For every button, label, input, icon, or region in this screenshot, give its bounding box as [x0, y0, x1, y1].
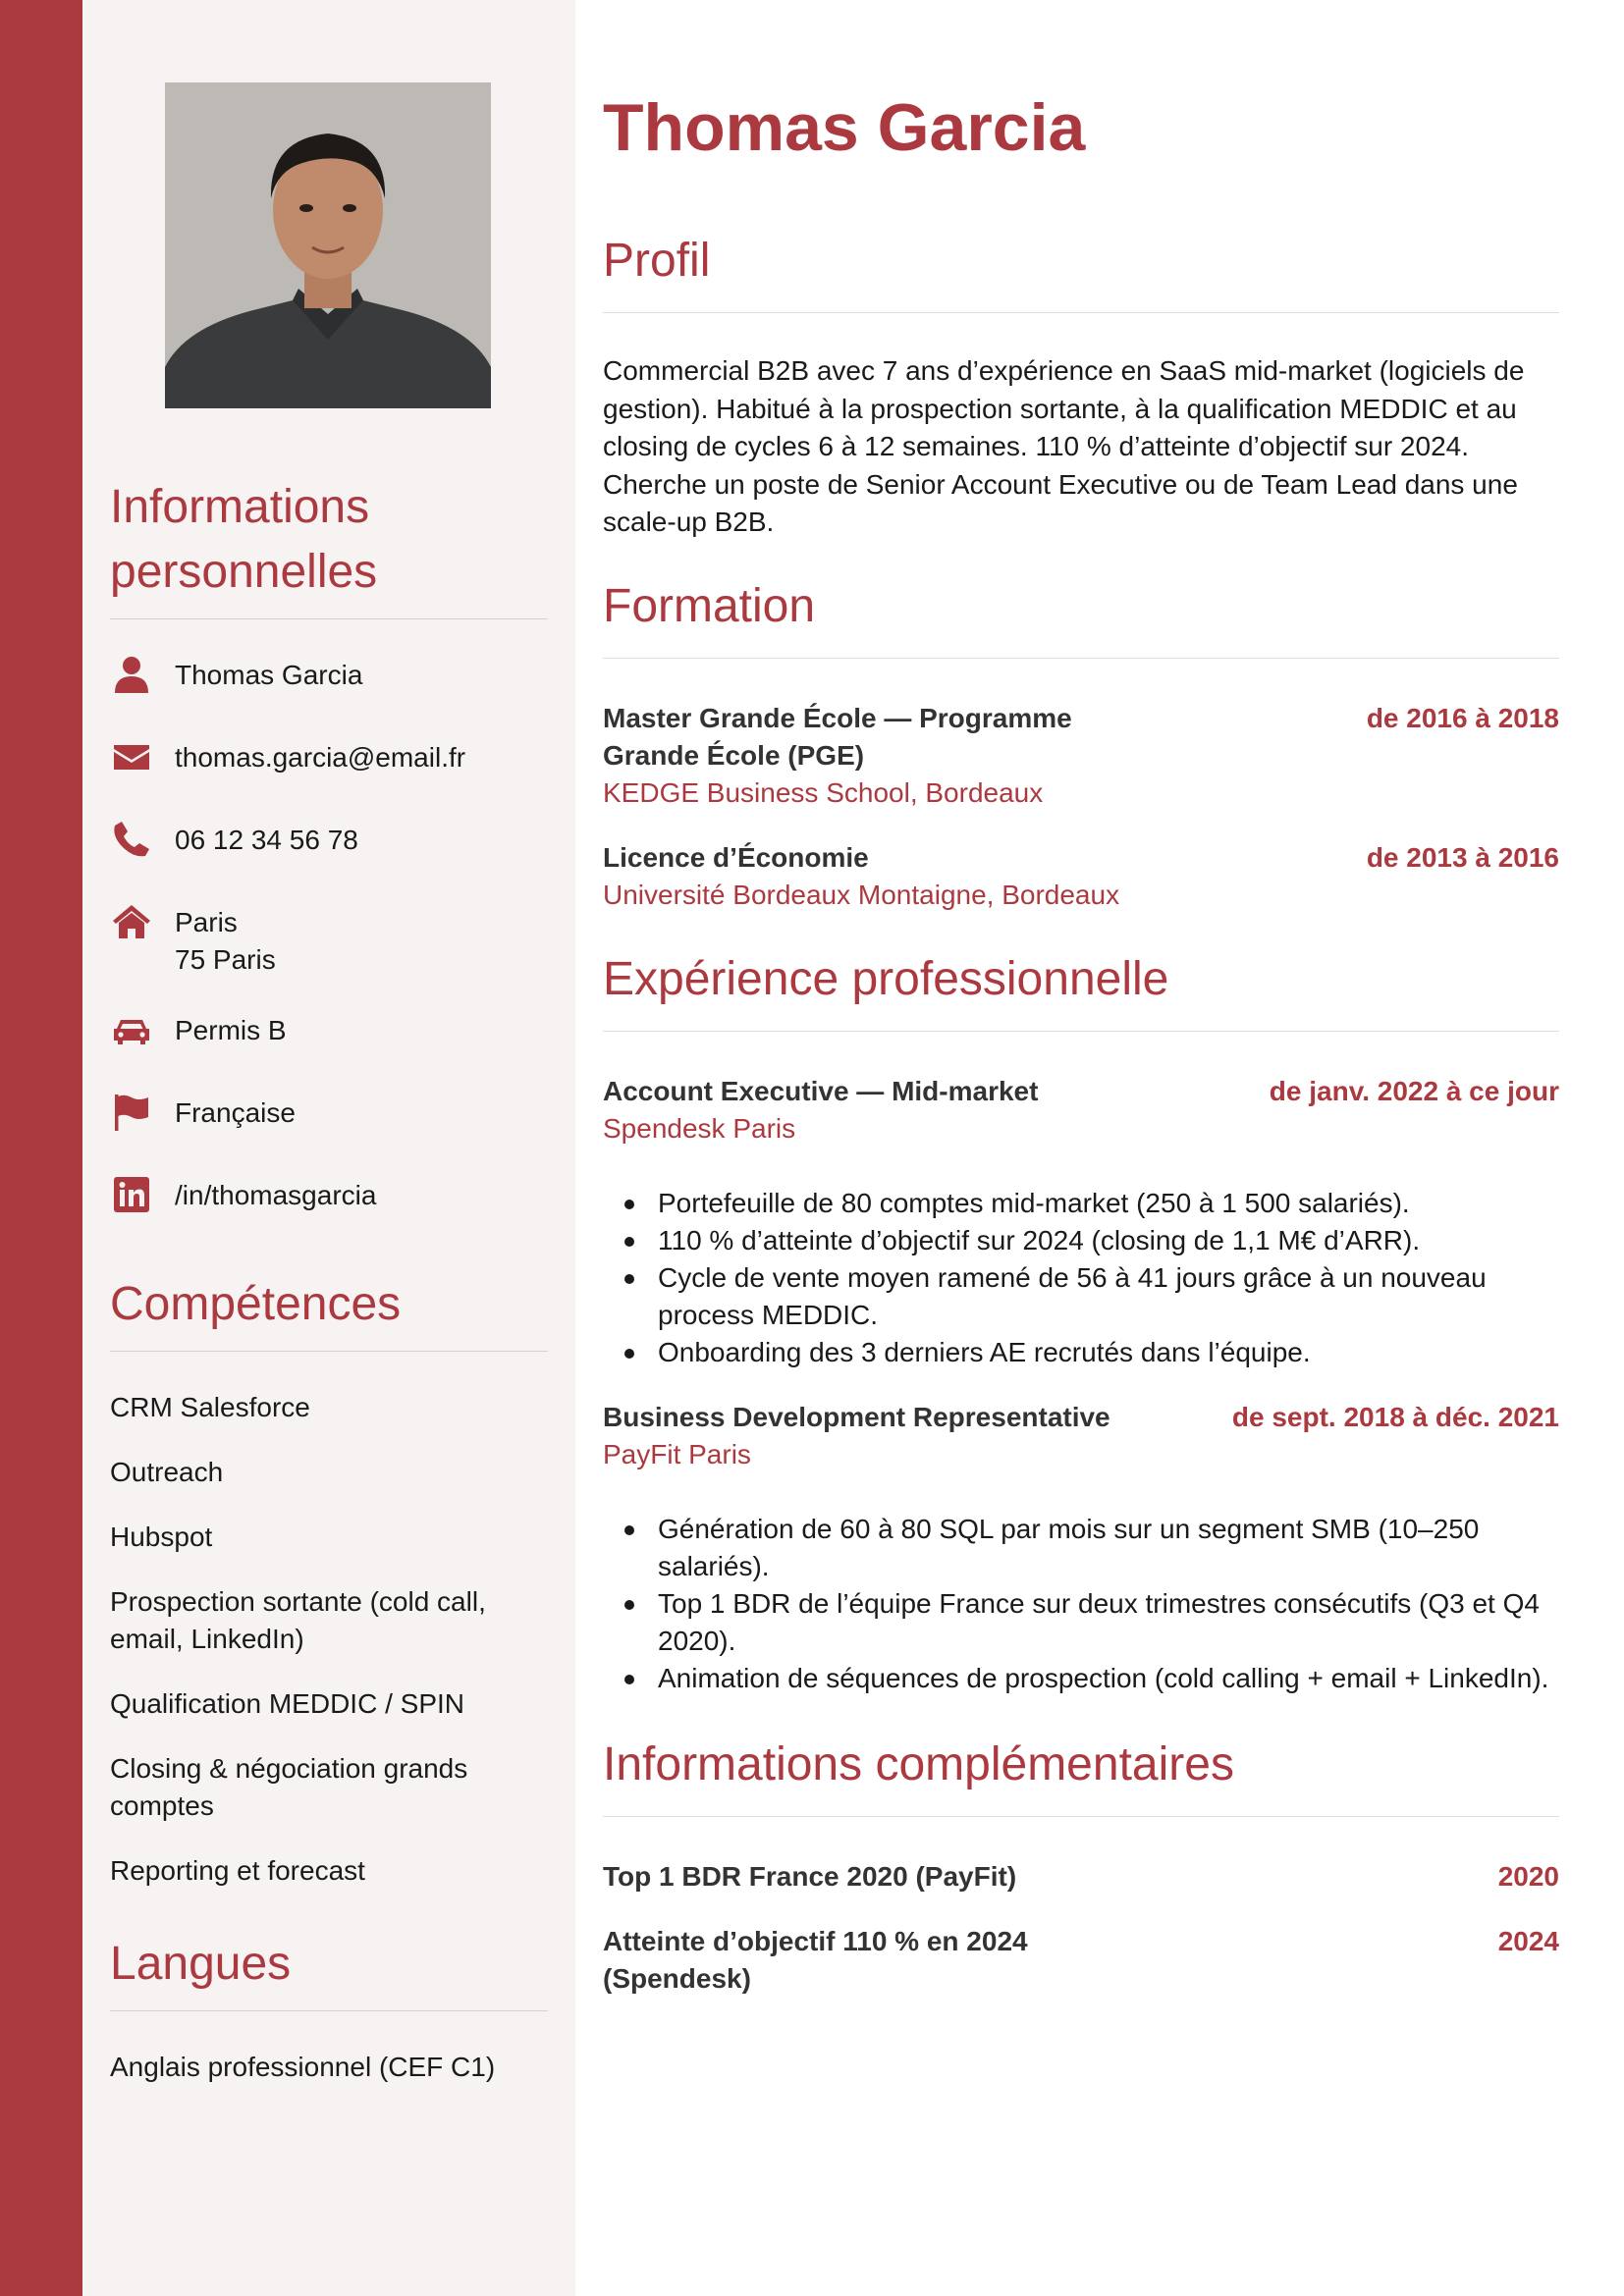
bullet-item: Top 1 BDR de l’équipe France sur deux trimestres consécutifs (Q3 et Q4 2020).	[623, 1585, 1559, 1660]
personal-info-license-text: Permis B	[175, 1015, 287, 1045]
candidate-name: Thomas Garcia	[603, 90, 1086, 165]
experience-entry	[603, 1399, 1559, 1697]
divider	[110, 618, 548, 619]
home-icon	[110, 900, 153, 943]
personal-info-address	[110, 900, 548, 979]
education-degree: Licence d’Économie	[603, 842, 869, 873]
languages-list	[110, 2049, 548, 2086]
personal-info-license	[110, 1008, 548, 1061]
skills-section	[110, 1272, 548, 1917]
accent-strip	[0, 0, 82, 2296]
personal-info-section	[110, 475, 548, 1255]
personal-info-heading: Informations personnelles	[110, 481, 378, 598]
personal-info-name-text: Thomas Garcia	[175, 660, 363, 690]
additional-info-entry	[603, 1923, 1559, 1998]
skills-list	[110, 1389, 548, 1890]
car-icon	[110, 1008, 153, 1051]
bullet-item: Onboarding des 3 derniers AE recrutés dans l’équipe.	[623, 1334, 1559, 1371]
additional-info-year: 2020	[1497, 1861, 1559, 1892]
divider	[603, 658, 1559, 659]
experience-bullets	[603, 1511, 1559, 1697]
bullet-item: Génération de 60 à 80 SQL par mois sur un segment SMB (10–250 salariés).	[623, 1511, 1559, 1585]
education-entry	[603, 700, 1559, 812]
education-school: KEDGE Business School, Bordeaux	[603, 777, 1044, 808]
education-school: Université Bordeaux Montaigne, Bordeaux	[603, 880, 1120, 910]
flag-icon	[110, 1091, 153, 1134]
profile-heading: Profil	[603, 235, 711, 287]
skill-item: Outreach	[110, 1457, 224, 1487]
experience-bullets	[603, 1185, 1559, 1371]
experience-dates: de janv. 2022 à ce jour	[1269, 1076, 1559, 1106]
skills-heading: Compétences	[110, 1278, 402, 1330]
experience-dates: de sept. 2018 à déc. 2021	[1231, 1402, 1559, 1432]
additional-info-year: 2024	[1497, 1926, 1559, 1956]
languages-heading: Langues	[110, 1938, 292, 1990]
experience-heading: Expérience professionnelle	[603, 953, 1169, 1005]
sidebar	[82, 0, 575, 2296]
skill-item: Hubspot	[110, 1522, 213, 1552]
envelope-icon	[110, 735, 153, 778]
divider	[110, 2010, 548, 2011]
personal-info-phone	[110, 818, 548, 871]
education-entry	[603, 839, 1559, 914]
experience-role: Business Development Representative	[603, 1402, 1110, 1432]
language-item: Anglais professionnel (CEF C1)	[110, 2052, 496, 2082]
divider	[110, 1351, 548, 1352]
personal-info-email-text[interactable]: thomas.garcia@email.fr	[175, 742, 466, 773]
profile-section	[603, 232, 1559, 542]
personal-info-nationality	[110, 1091, 548, 1144]
bullet-item: Cycle de vente moyen ramené de 56 à 41 jours grâce à un nouveau process MEDDIC.	[623, 1259, 1559, 1334]
languages-section	[110, 1932, 548, 2086]
skill-item: CRM Salesforce	[110, 1392, 310, 1422]
experience-role: Account Executive — Mid-market	[603, 1076, 1039, 1106]
divider	[603, 1031, 1559, 1032]
additional-info-entry	[603, 1858, 1559, 1896]
profile-photo	[165, 82, 491, 408]
skill-item: Reporting et forecast	[110, 1855, 365, 1886]
main-content	[575, 0, 1624, 2296]
personal-info-linkedin	[110, 1173, 548, 1226]
skill-item: Qualification MEDDIC / SPIN	[110, 1688, 464, 1719]
personal-info-linkedin-text[interactable]: /in/thomasgarcia	[175, 1180, 377, 1210]
skill-item: Closing & négociation grands comptes	[110, 1753, 468, 1821]
personal-info-email	[110, 735, 548, 788]
phone-icon	[110, 818, 153, 861]
education-section	[603, 577, 1559, 914]
education-dates: de 2016 à 2018	[1366, 703, 1559, 733]
profile-text: Commercial B2B avec 7 ans d’expérience en SaaS mid-market (logiciels de gestion). Habitué à la prospection sortante, à la qualification MEDDIC et au closing de cycles 6 à 12 semaines. 110 % d’atteinte d’objectif sur 2024. Cherche un poste de Senior Account Executive ou de Team Lead dans une scale-up B2B.	[603, 355, 1525, 537]
experience-company: Spendesk Paris	[603, 1113, 796, 1144]
personal-info-list	[110, 653, 548, 1226]
education-heading: Formation	[603, 580, 816, 632]
experience-section	[603, 950, 1559, 1697]
bullet-item: 110 % d’atteinte d’objectif sur 2024 (closing de 1,1 M€ d’ARR).	[623, 1222, 1559, 1259]
additional-info-label: Atteinte d’objectif 110 % en 2024 (Spendesk)	[603, 1926, 1028, 1994]
user-icon	[110, 653, 153, 696]
bullet-item: Portefeuille de 80 comptes mid-market (250 à 1 500 salariés).	[623, 1185, 1559, 1222]
personal-info-nationality-text: Française	[175, 1097, 296, 1128]
divider	[603, 312, 1559, 313]
additional-info-heading: Informations complémentaires	[603, 1738, 1234, 1790]
education-dates: de 2013 à 2016	[1366, 842, 1559, 873]
divider	[603, 1816, 1559, 1817]
education-degree: Master Grande École — Programme Grande École (PGE)	[603, 703, 1072, 771]
personal-info-name	[110, 653, 548, 706]
personal-info-address-text: Paris 75 Paris	[175, 907, 276, 975]
experience-entry	[603, 1073, 1559, 1371]
bullet-item: Animation de séquences de prospection (cold calling + email + LinkedIn).	[623, 1660, 1559, 1697]
experience-company: PayFit Paris	[603, 1439, 751, 1469]
skill-item: Prospection sortante (cold call, email, LinkedIn)	[110, 1586, 486, 1654]
linkedin-icon	[110, 1173, 153, 1216]
personal-info-phone-text: 06 12 34 56 78	[175, 825, 358, 855]
additional-info-section	[603, 1735, 1559, 1998]
additional-info-label: Top 1 BDR France 2020 (PayFit)	[603, 1861, 1017, 1892]
